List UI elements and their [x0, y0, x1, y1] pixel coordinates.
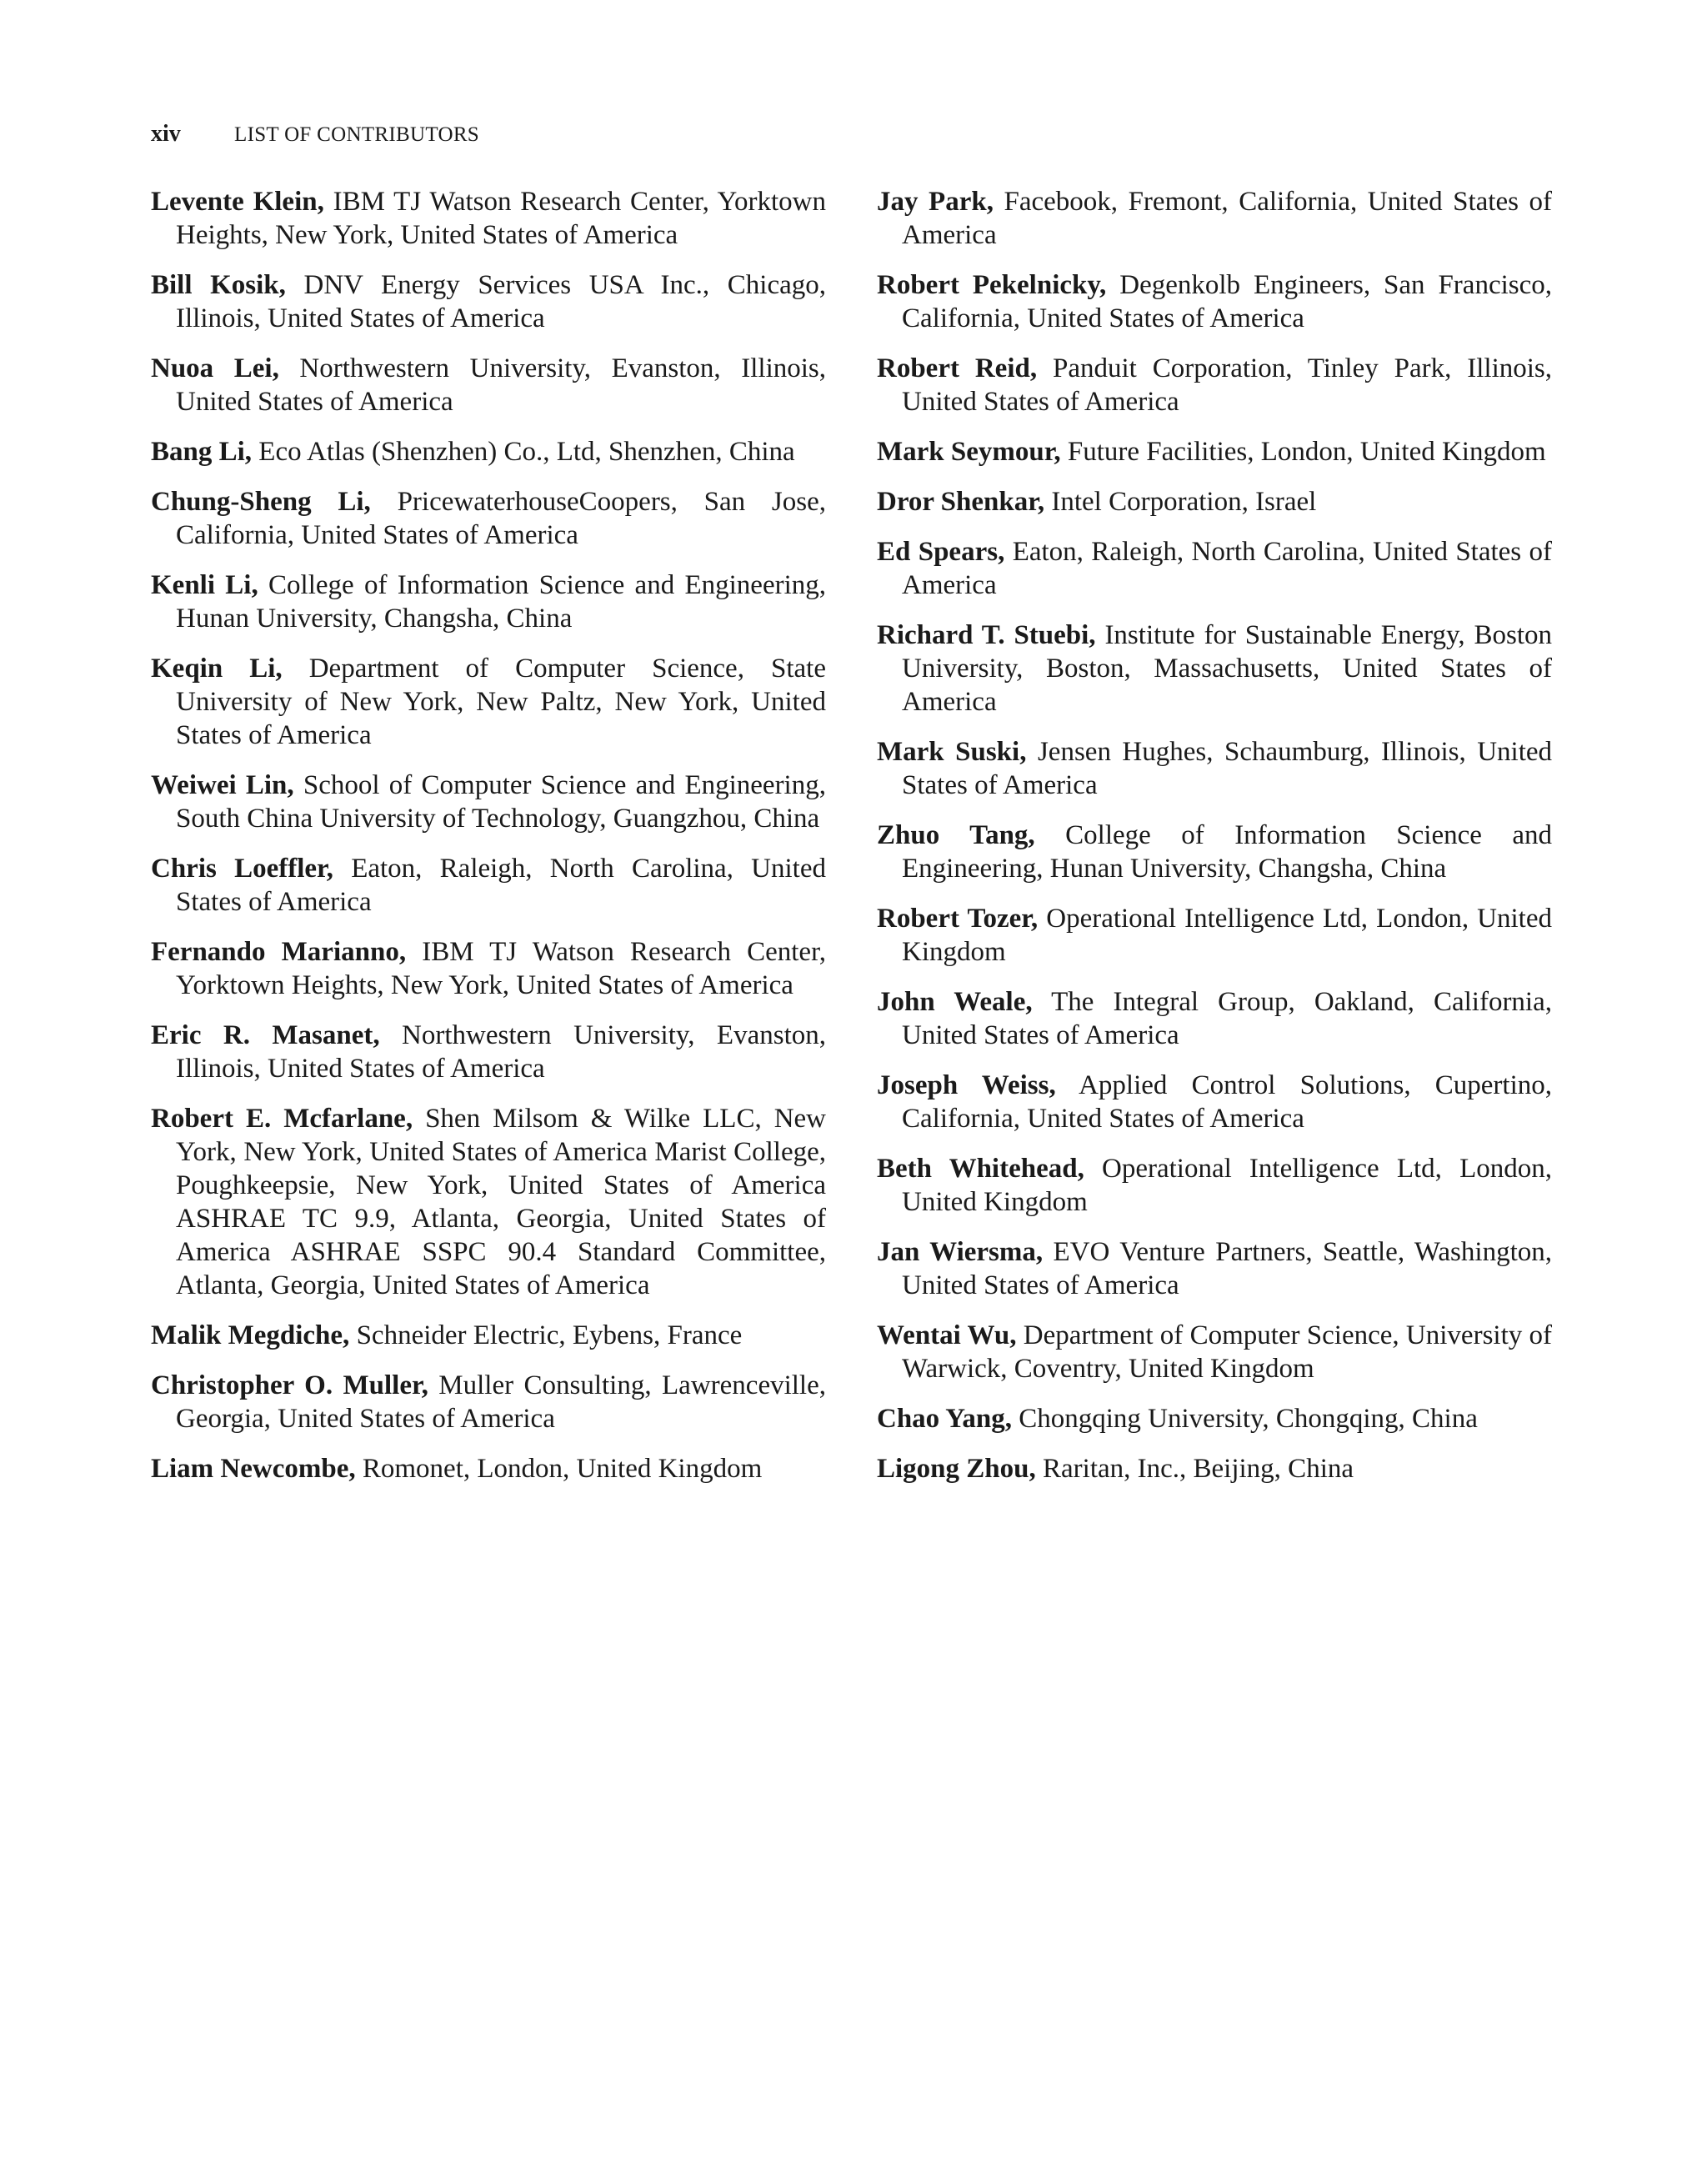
contributor-entry: [151, 485, 826, 552]
contributor-name: Bang Li,: [151, 437, 253, 467]
contributor-affiliation: EVO Venture Partners, Seattle, Washington, United States of America: [902, 1237, 1552, 1300]
contributor-entry: [151, 268, 826, 335]
contributor-affiliation: Muller Consulting, Lawrenceville, Georgia, United States of America: [176, 1370, 826, 1434]
contributor-entry: [877, 819, 1552, 885]
contributor-entry: [877, 735, 1552, 802]
page-number: xiv: [151, 121, 181, 147]
contributor-entry: [151, 185, 826, 252]
contributor-name: Jan Wiersma,: [877, 1237, 1044, 1267]
contributor-name: Robert Tozer,: [877, 904, 1039, 934]
contributor-name: Chris Loeffler,: [151, 854, 333, 884]
contributor-affiliation: Department of Computer Science, State University of New York, New Paltz, New York, United States of America: [176, 654, 826, 750]
contributor-affiliation: Eco Atlas (Shenzhen) Co., Ltd, Shenzhen, China: [258, 437, 795, 467]
contributor-affiliation: Degenkolb Engineers, San Francisco, California, United States of America: [902, 270, 1553, 333]
contributor-affiliation: College of Information Science and Engineering, Hunan University, Changsha, China: [176, 570, 827, 634]
contributor-name: Richard T. Stuebi,: [877, 620, 1096, 650]
contributor-affiliation: Operational Intelligence Ltd, London, United Kingdom: [902, 1154, 1552, 1217]
contributor-affiliation: Institute for Sustainable Energy, Boston University, Boston, Massachusetts, United States of America: [902, 620, 1552, 717]
contributor-entry: [151, 1319, 826, 1352]
contributors-column-left: [151, 185, 826, 1502]
contributor-name: Beth Whitehead,: [877, 1154, 1084, 1184]
contributor-name: Nuoa Lei,: [151, 353, 279, 383]
contributor-entry: [151, 652, 826, 752]
contributor-entry: [877, 435, 1552, 468]
contributor-entry: [151, 1019, 826, 1085]
contributor-entry: [877, 185, 1552, 252]
contributor-name: John Weale,: [877, 987, 1033, 1017]
contributor-name: Keqin Li,: [151, 654, 283, 684]
contributor-entry: [877, 352, 1552, 418]
contributor-affiliation: Eaton, Raleigh, North Carolina, United States of America: [902, 537, 1552, 600]
contributor-name: Malik Megdiche,: [151, 1320, 350, 1350]
contributor-name: Ligong Zhou,: [877, 1454, 1036, 1484]
contributor-name: Eric R. Masanet,: [151, 1020, 380, 1050]
contributor-name: Wentai Wu,: [877, 1320, 1017, 1350]
contributors-column-right: [877, 185, 1552, 1502]
contributor-entry: [151, 1102, 826, 1302]
contributor-entry: [877, 1452, 1552, 1485]
contributor-affiliation: School of Computer Science and Engineering, South China University of Technology, Guangzhou, China: [176, 770, 826, 834]
contributor-entry: [877, 535, 1552, 602]
contributor-name: Zhuo Tang,: [877, 820, 1035, 850]
contributor-affiliation: The Integral Group, Oakland, California, United States of America: [902, 987, 1552, 1050]
contributor-affiliation: Raritan, Inc., Beijing, China: [1043, 1454, 1354, 1484]
contributor-entry: [877, 1319, 1552, 1385]
contributor-entry: [151, 1369, 826, 1435]
contributor-name: Liam Newcombe,: [151, 1454, 356, 1484]
contributor-entry: [151, 769, 826, 835]
contributor-entry: [877, 619, 1552, 719]
contributor-entry: [877, 985, 1552, 1052]
contributor-affiliation: Future Facilities, London, United Kingdom: [1067, 437, 1546, 467]
contributor-name: Weiwei Lin,: [151, 770, 294, 800]
contributor-affiliation: IBM TJ Watson Research Center, Yorktown Heights, New York, United States of America: [176, 187, 826, 250]
contributor-name: Mark Suski,: [877, 737, 1027, 767]
contributor-affiliation: PricewaterhouseCoopers, San Jose, California, United States of America: [176, 487, 827, 550]
contributor-entry: [151, 569, 826, 635]
contributor-affiliation: Northwestern University, Evanston, Illinois, United States of America: [176, 353, 827, 417]
contributor-name: Chung-Sheng Li,: [151, 487, 371, 517]
contributor-affiliation: Operational Intelligence Ltd, London, United Kingdom: [902, 904, 1552, 967]
contributor-entry: [877, 1152, 1552, 1219]
contributor-entry: [151, 435, 826, 468]
contributor-name: Kenli Li,: [151, 570, 258, 600]
contributor-affiliation: Eaton, Raleigh, North Carolina, United States of America: [176, 854, 826, 917]
contributor-name: Fernando Marianno,: [151, 937, 407, 967]
contributor-entry: [877, 268, 1552, 335]
contributor-name: Christopher O. Muller,: [151, 1370, 428, 1400]
contributor-affiliation: DNV Energy Services USA Inc., Chicago, Illinois, United States of America: [176, 270, 826, 333]
contributor-affiliation: College of Information Science and Engineering, Hunan University, Changsha, China: [902, 820, 1552, 884]
contributor-affiliation: Panduit Corporation, Tinley Park, Illinois, United States of America: [902, 353, 1552, 417]
contributor-entry: [877, 1402, 1552, 1435]
contributor-affiliation: Shen Milsom & Wilke LLC, New York, New York, United States of America Marist College, Poughkeepsie, New York, United States of America ASHRAE TC 9.9, Atlanta, Georgia, United States of America ASHRAE SSPC 90.4 Standard Committee, Atlanta, Georgia, United States of America: [176, 1104, 827, 1300]
contributor-affiliation: Romonet, London, United Kingdom: [362, 1454, 763, 1484]
contributor-name: Ed Spears,: [877, 537, 1005, 567]
contributor-affiliation: Jensen Hughes, Schaumburg, Illinois, United States of America: [902, 737, 1553, 800]
contributor-affiliation: Facebook, Fremont, California, United States of America: [902, 187, 1552, 250]
contributor-name: Robert E. Mcfarlane,: [151, 1104, 413, 1134]
contributor-entry: [151, 352, 826, 418]
contributor-entry: [877, 485, 1552, 518]
contributor-affiliation: Intel Corporation, Israel: [1051, 487, 1317, 517]
contributor-affiliation: Schneider Electric, Eybens, France: [356, 1320, 743, 1350]
contributor-name: Jay Park,: [877, 187, 994, 217]
contributor-entry: [877, 902, 1552, 969]
contributor-name: Dror Shenkar,: [877, 487, 1045, 517]
contributor-entry: [877, 1235, 1552, 1302]
running-title: LIST OF CONTRIBUTORS: [234, 123, 480, 146]
contributor-name: Levente Klein,: [151, 187, 324, 217]
contributor-name: Bill Kosik,: [151, 270, 286, 300]
contributor-affiliation: Applied Control Solutions, Cupertino, California, United States of America: [902, 1070, 1552, 1134]
page-header: [151, 121, 479, 148]
contributor-affiliation: Department of Computer Science, University of Warwick, Coventry, United Kingdom: [902, 1320, 1553, 1384]
contributor-affiliation: IBM TJ Watson Research Center, Yorktown Heights, New York, United States of America: [176, 937, 826, 1000]
contributor-entry: [877, 1069, 1552, 1135]
contributor-affiliation: Chongqing University, Chongqing, China: [1019, 1404, 1478, 1434]
contributor-name: Joseph Weiss,: [877, 1070, 1056, 1100]
contributor-entry: [151, 1452, 826, 1485]
contributor-affiliation: Northwestern University, Evanston, Illinois, United States of America: [176, 1020, 826, 1084]
contributor-name: Chao Yang,: [877, 1404, 1012, 1434]
contributor-entry: [151, 852, 826, 919]
contributor-name: Robert Reid,: [877, 353, 1038, 383]
contributor-name: Mark Seymour,: [877, 437, 1061, 467]
contributor-name: Robert Pekelnicky,: [877, 270, 1107, 300]
contributor-entry: [151, 935, 826, 1002]
